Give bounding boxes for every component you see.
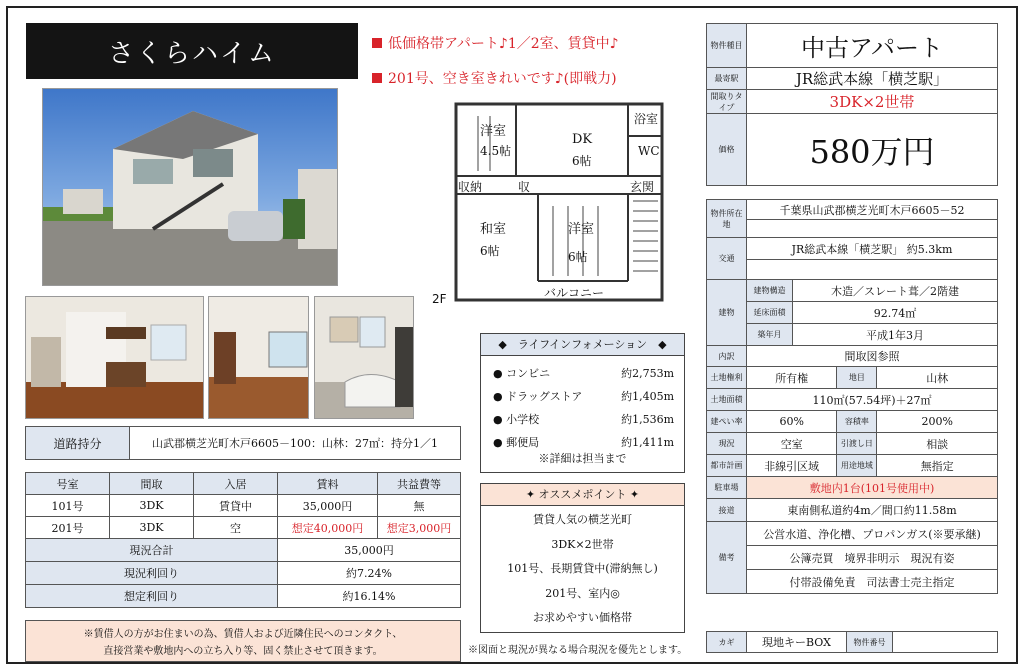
lifeline-item-distance: 約2,753m bbox=[621, 367, 674, 380]
list-item: 101号、長期賃貸中(滞納無し) bbox=[507, 562, 658, 575]
rent-table bbox=[25, 472, 461, 608]
headline-1 bbox=[372, 33, 619, 53]
spec-layout-label: 間取りタイプ bbox=[707, 90, 747, 114]
spec-type-value: 中古アパート bbox=[747, 24, 998, 68]
spec-detail-table bbox=[706, 199, 998, 594]
headline-2-text: 201号、空き室きれいです♪(即戦力) bbox=[388, 71, 617, 87]
spec-structure-value: 木造／スレート葺／2階建 bbox=[793, 280, 998, 302]
spec-handover-label: 引渡し日 bbox=[837, 433, 877, 455]
lifeline-item-distance: 約1,405m bbox=[621, 390, 674, 403]
spec-type-label: 物件種目 bbox=[707, 24, 747, 68]
spec-interior-label: 内訳 bbox=[707, 346, 747, 367]
rent-cell: 3DK bbox=[110, 517, 194, 539]
rent-cell: 想定3,000円 bbox=[378, 517, 461, 539]
recommend-box bbox=[480, 483, 685, 633]
spec-land-right-value: 所有権 bbox=[747, 367, 837, 389]
summary-row bbox=[26, 585, 461, 608]
road-share-label: 道路持分 bbox=[26, 427, 130, 460]
headline-2 bbox=[372, 68, 617, 88]
interior-room-image bbox=[209, 297, 309, 419]
floor-label: 2F bbox=[432, 292, 447, 306]
rent-table-header bbox=[26, 473, 461, 495]
tenant-notice-line-2: 直接営業や敷地内への立ち入り等、固く禁止させて頂きます。 bbox=[103, 646, 383, 657]
road-share-table bbox=[25, 426, 461, 460]
spec-handover-value: 相談 bbox=[877, 433, 998, 455]
list-item bbox=[493, 362, 674, 385]
spec-station-value: JR総武本線「横芝駅」 bbox=[747, 68, 998, 90]
recommend-title: オススメポイント bbox=[538, 488, 627, 501]
spec-coverage-value: 60% bbox=[747, 411, 837, 433]
rent-header-rent: 賃料 bbox=[278, 473, 378, 495]
room-storage: 収納 bbox=[458, 180, 483, 194]
spec-status-value: 空室 bbox=[747, 433, 837, 455]
property-name: さくらハイム bbox=[26, 23, 358, 79]
tenant-notice-line-1: ※賃借人の方がお住まいの為、賃借人および近隣住民へのコンタクト、 bbox=[83, 629, 403, 640]
table-row bbox=[26, 495, 461, 517]
spec-transport-extra bbox=[747, 260, 998, 280]
spec-layout-value: 3DK×2世帯 bbox=[747, 90, 998, 114]
spec-far-label: 容積率 bbox=[837, 411, 877, 433]
table-row bbox=[26, 517, 461, 539]
spec-land-category-label: 地目 bbox=[837, 367, 877, 389]
room-japanese: 和室 bbox=[480, 222, 507, 237]
spec-zoning-value: 無指定 bbox=[877, 455, 998, 477]
summary-value: 35,000円 bbox=[278, 539, 461, 562]
spec-number-value bbox=[893, 632, 998, 653]
exterior-photo-image bbox=[43, 89, 338, 286]
sparkle-icon: ✦ bbox=[525, 488, 539, 501]
room-western-1: 洋室 bbox=[480, 124, 507, 139]
lifeline-item-name: ● ドラッグストア bbox=[493, 390, 583, 403]
list-item: お求めやすい価格帯 bbox=[533, 611, 632, 624]
spec-summary-table bbox=[706, 23, 998, 186]
spec-land-area-value: 110㎡(57.54坪)＋27㎡ bbox=[747, 389, 998, 411]
lifeline-item-distance: 約1,411m bbox=[621, 436, 674, 449]
spec-parking-label: 駐車場 bbox=[707, 477, 747, 499]
summary-label: 現況利回り bbox=[26, 562, 278, 585]
list-item: 賃貸人気の横芝光町 bbox=[533, 513, 632, 526]
list-item bbox=[493, 385, 674, 408]
spec-location-extra bbox=[747, 220, 998, 238]
rent-cell: 3DK bbox=[110, 495, 194, 517]
lifeline-item-name: ● 小学校 bbox=[493, 413, 540, 426]
spec-location-value: 千葉県山武郡横芝光町木戸6605－52 bbox=[747, 200, 998, 220]
room-western-2-size: 6帖 bbox=[568, 250, 588, 264]
rent-cell: 空 bbox=[194, 517, 278, 539]
spec-built-label: 築年月 bbox=[747, 324, 793, 346]
spec-remarks-label: 備考 bbox=[707, 522, 747, 594]
spec-number-label: 物件番号 bbox=[847, 632, 893, 653]
spec-key-value: 現地キーBOX bbox=[747, 632, 847, 653]
exterior-photo bbox=[42, 88, 338, 286]
spec-key-label: カギ bbox=[707, 632, 747, 653]
recommend-header bbox=[481, 484, 684, 506]
list-item bbox=[493, 408, 674, 431]
spec-remarks-3: 付帯設備免責 司法書士売主指定 bbox=[747, 570, 998, 594]
summary-row bbox=[26, 562, 461, 585]
summary-value: 約7.24% bbox=[278, 562, 461, 585]
interior-photo-bath bbox=[314, 296, 414, 419]
lifeline-list bbox=[481, 356, 684, 454]
room-entrance: 玄関 bbox=[630, 180, 655, 194]
spec-transport-value: JR総武本線「横芝駅」 約5.3km bbox=[747, 238, 998, 260]
room-japanese-size: 6帖 bbox=[480, 244, 500, 258]
bullet-square-icon bbox=[372, 73, 382, 83]
room-balcony: バルコニー bbox=[544, 286, 605, 300]
bullet-square-icon bbox=[372, 38, 382, 48]
floor-plan bbox=[428, 96, 692, 310]
rent-header-layout: 間取 bbox=[110, 473, 194, 495]
room-wc: WC bbox=[638, 144, 660, 158]
lifeline-item-name: ● 郵便局 bbox=[493, 436, 540, 449]
interior-bath-image bbox=[315, 297, 414, 419]
lifeline-box bbox=[480, 333, 685, 473]
rent-header-room: 号室 bbox=[26, 473, 110, 495]
spec-building-label: 建物 bbox=[707, 280, 747, 346]
lifeline-note: ※詳細は担当まで bbox=[538, 452, 627, 465]
lifeline-title: ◆ ライフインフォメーション ◆ bbox=[481, 334, 684, 356]
rent-cell: 無 bbox=[378, 495, 461, 517]
spec-structure-label: 建物構造 bbox=[747, 280, 793, 302]
rent-cell: 101号 bbox=[26, 495, 110, 517]
spec-remarks-2: 公簿売買 境界非明示 現況有姿 bbox=[747, 546, 998, 570]
room-dk: DK bbox=[572, 132, 593, 147]
room-bath: 浴室 bbox=[634, 112, 659, 126]
recommend-list bbox=[481, 506, 684, 631]
rent-cell: 想定40,000円 bbox=[278, 517, 378, 539]
rent-cell: 201号 bbox=[26, 517, 110, 539]
spec-footer-table bbox=[706, 631, 998, 653]
spec-floor-area-value: 92.74㎡ bbox=[793, 302, 998, 324]
spec-floor-area-label: 延床面積 bbox=[747, 302, 793, 324]
rent-cell: 賃貸中 bbox=[194, 495, 278, 517]
interior-photo-room bbox=[208, 296, 309, 419]
list-item: 3DK×2世帯 bbox=[551, 537, 614, 551]
room-western-2: 洋室 bbox=[568, 222, 595, 237]
tenant-notice bbox=[25, 620, 461, 662]
rent-cell: 35,000円 bbox=[278, 495, 378, 517]
lifeline-item-distance: 約1,536m bbox=[621, 413, 674, 426]
headline-1-text: 低価格帯アパート♪1／2室、賃貸中♪ bbox=[388, 36, 619, 52]
rent-header-fee: 共益費等 bbox=[378, 473, 461, 495]
summary-row bbox=[26, 539, 461, 562]
spec-status-label: 現況 bbox=[707, 433, 747, 455]
room-storage-2: 収 bbox=[518, 180, 531, 194]
road-share-value: 山武郡横芝光町木戸6605－100：山林：27㎡：持分1／1 bbox=[130, 427, 461, 460]
summary-label: 想定利回り bbox=[26, 585, 278, 608]
rent-header-occupancy: 入居 bbox=[194, 473, 278, 495]
floor-plan-lines bbox=[428, 96, 692, 310]
disclaimer: ※図面と現況が異なる場合現況を優先とします。 bbox=[468, 645, 688, 656]
spec-price-label: 価格 bbox=[707, 114, 747, 186]
spec-transport-label: 交通 bbox=[707, 238, 747, 280]
spec-interior-value: 間取図参照 bbox=[747, 346, 998, 367]
sparkle-icon: ✦ bbox=[626, 488, 640, 501]
spec-road-label: 接道 bbox=[707, 499, 747, 522]
spec-city-plan-value: 非線引区域 bbox=[747, 455, 837, 477]
spec-far-value: 200% bbox=[877, 411, 998, 433]
summary-label: 現況合計 bbox=[26, 539, 278, 562]
spec-road-value: 東南側私道約4m／間口約11.58m bbox=[747, 499, 998, 522]
spec-price-value: 580万円 bbox=[747, 114, 998, 186]
spec-parking-value: 敷地内1台(101号使用中) bbox=[747, 477, 998, 499]
spec-land-area-label: 土地面積 bbox=[707, 389, 747, 411]
list-item: 201号、室内◎ bbox=[545, 586, 620, 600]
spec-remarks-1: 公営水道、浄化槽、プロパンガス(※要承継) bbox=[747, 522, 998, 546]
spec-coverage-label: 建ぺい率 bbox=[707, 411, 747, 433]
spec-city-plan-label: 都市計画 bbox=[707, 455, 747, 477]
spec-land-category-value: 山林 bbox=[877, 367, 998, 389]
spec-station-label: 最寄駅 bbox=[707, 68, 747, 90]
summary-value: 約16.14% bbox=[278, 585, 461, 608]
spec-zoning-label: 用途地域 bbox=[837, 455, 877, 477]
lifeline-item-name: ● コンビニ bbox=[493, 367, 551, 380]
spec-location-label: 物件所在地 bbox=[707, 200, 747, 238]
spec-built-value: 平成1年3月 bbox=[793, 324, 998, 346]
interior-dk-image bbox=[26, 297, 204, 419]
room-dk-size: 6帖 bbox=[572, 154, 592, 168]
spec-land-right-label: 土地権利 bbox=[707, 367, 747, 389]
room-western-1-size: 4.5帖 bbox=[480, 144, 512, 158]
interior-photo-dk bbox=[25, 296, 204, 419]
